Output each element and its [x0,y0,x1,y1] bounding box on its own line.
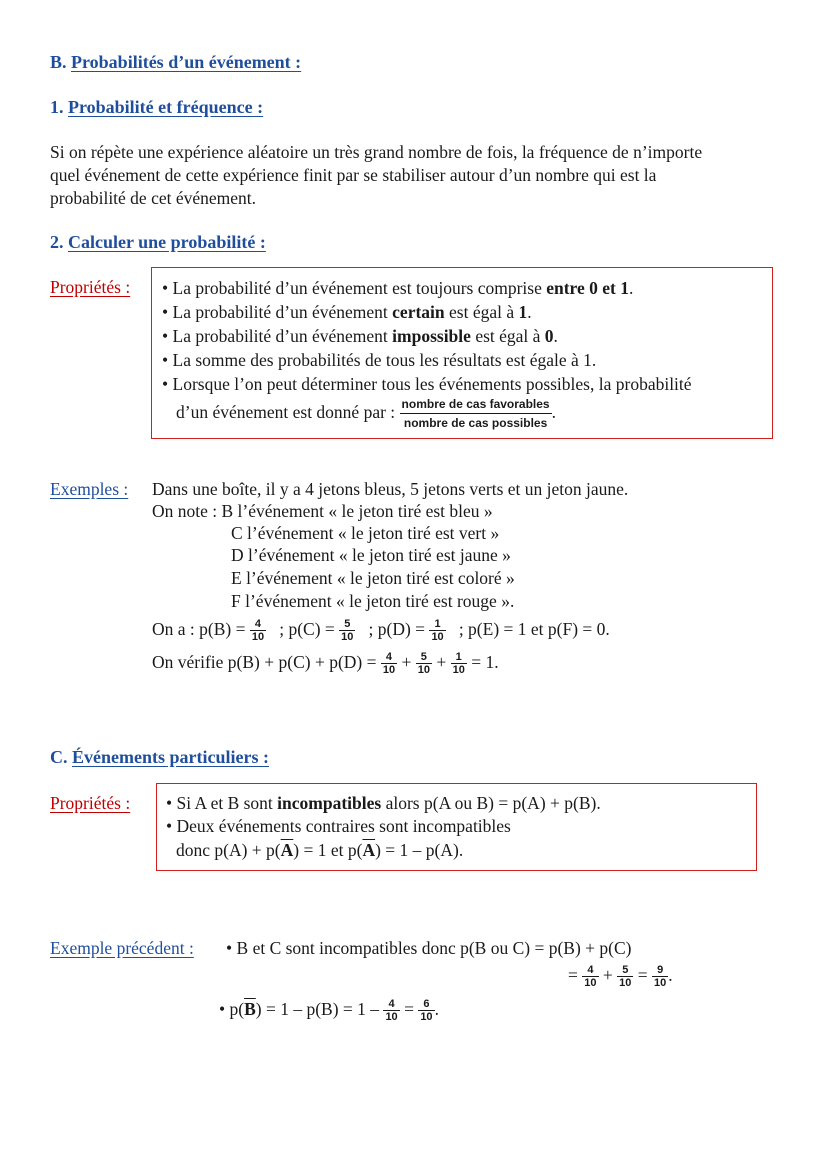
complement-b: $\overline{B}$ [244,999,256,1019]
properties-label: Propriétés : [50,277,131,297]
formula-fraction: $\frac{\text{nombre de cas favorables}}{\text{nombre de cas possibles}}$ [401,397,550,431]
property-item: • Deux événements contraires sont incompatibles [166,816,511,836]
bullet-icon: • [162,374,169,394]
subsection-number: 1. [50,97,64,117]
subsection-title: Probabilité et fréquence : [68,97,264,117]
paragraph-line: quel événement de cette expérience finit par se stabiliser autour d’un nombre qui est la [50,165,657,185]
example-line: • B et C sont incompatibles donc p(B ou C) = p(B) + p(C) [226,938,632,958]
section-title: Événements particuliers : [72,747,269,767]
paragraph-line: Si on répète une expérience aléatoire un très grand nombre de fois, la fréquence de n’importe [50,142,703,162]
example-line: E l’événement « le jeton tiré est coloré » [231,568,515,588]
section-b-heading [50,51,301,73]
section-letter: C. [50,747,68,767]
probability-values: On a : p(B) = $\frac{4}{10}$ ; p(C) = $\frac{5}{10}$ ; p(D) = $\frac{1}{10}$ ; p(E) = 1 et p(F) = 0. [152,618,610,644]
property-item: • La probabilité d’un événement certain est égal à 1. [162,302,532,322]
fraction: $\frac{9}{10}$ [654,964,667,990]
subsection-title: Calculer une probabilité : [68,232,266,252]
properties-label: Propriétés : [50,793,131,813]
sum-result: = $\frac{4}{10}$ + $\frac{5}{10}$ = $\frac{9}{10}$ . [568,964,673,990]
fraction: $\frac{4}{10}$ [251,618,265,644]
bullet-icon: • [162,350,169,370]
example-line: F l’événement « le jeton tiré est rouge ». [231,591,515,611]
bullet-icon: • [162,278,169,298]
complement-a: $\overline{A}$ [280,840,294,860]
section-c-heading [50,746,269,768]
bullet-icon: • [226,938,233,958]
fraction: $\frac{6}{10}$ [420,998,433,1024]
bullet-icon: • [166,816,173,836]
section-title: Probabilités d’un événement : [71,52,302,72]
bullet-icon: • [162,326,169,346]
subsection-2-heading [50,231,266,253]
property-item: • La probabilité d’un événement est toujours comprise entre 0 et 1. [162,278,634,298]
bullet-icon: • [166,793,173,813]
property-item: donc $p(A) + p(\overline{A}) = 1$ et $p(\overline{A}) = 1 - p(A)$. [176,840,464,860]
complement-a: $\overline{A}$ [362,840,376,860]
fraction: $\frac{1}{10}$ [452,651,465,677]
bullet-icon: • [219,999,226,1019]
property-item: • La probabilité d’un événement impossible est égal à 0. [162,326,558,346]
fraction: $\frac{5}{10}$ [417,651,430,677]
complement-example: • $p(\overline{B}) = 1 - p(B) = 1$ – $\frac{4}{10}$ = $\frac{6}{10}$ . [219,998,439,1024]
fraction: $\frac{5}{10}$ [341,618,354,644]
example-line: D l’événement « le jeton tiré est jaune » [231,545,511,565]
property-item: • Si A et B sont incompatibles alors p(A ou B) = p(A) + p(B). [166,793,601,813]
section-letter: B. [50,52,67,72]
fraction: $\frac{4}{10}$ [584,964,597,990]
fraction: $\frac{4}{10}$ [382,651,396,677]
property-formula: d’un événement est donné par : $\frac{\text{nombre de cas favorables}}{\text{nombre de cas possibles}}$ . [176,397,556,431]
fraction: $\frac{4}{10}$ [385,998,398,1024]
verification-line: On vérifie p(B) + p(C) + p(D) = $\frac{4}{10}$ + $\frac{5}{10}$ + $\frac{1}{10}$ = 1. [152,651,499,677]
fraction: $\frac{1}{10}$ [431,618,444,644]
example-line: C l’événement « le jeton tiré est vert » [231,523,500,543]
examples-label: Exemples : [50,479,129,499]
example-line: Dans une boîte, il y a 4 jetons bleus, 5 jetons verts et un jeton jaune. [152,479,629,499]
paragraph-line: probabilité de cet événement. [50,188,257,208]
fraction: $\frac{5}{10}$ [619,964,632,990]
property-item: • La somme des probabilités de tous les résultats est égale à 1. [162,350,597,370]
bullet-icon: • [162,302,169,322]
previous-example-label: Exemple précédent : [50,938,194,958]
subsection-1-heading [50,96,263,118]
example-line: On note : B l’événement « le jeton tiré est bleu » [152,501,493,521]
subsection-number: 2. [50,232,64,252]
property-item: • Lorsque l’on peut déterminer tous les événements possibles, la probabilité [162,374,692,394]
